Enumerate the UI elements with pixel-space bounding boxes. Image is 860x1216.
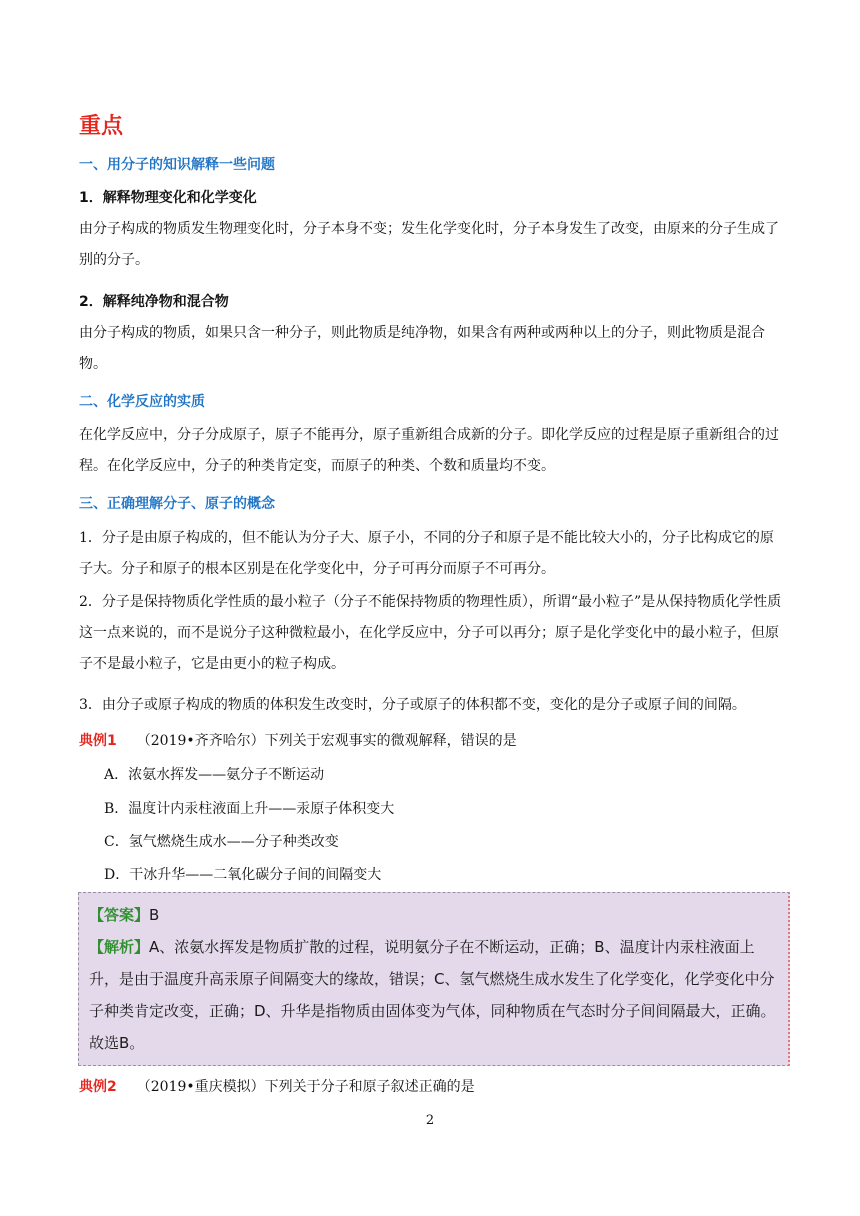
- example1-option-b: B．温度计内汞柱液面上升——汞原子体积变大: [104, 801, 395, 817]
- analysis-tag: 【解析】: [89, 938, 150, 956]
- example1-question: （2019•齐齐哈尔）下列关于宏观事实的微观解释，错误的是: [136, 733, 517, 749]
- example1-option-a: A．浓氨水挥发——氨分子不断运动: [104, 767, 325, 783]
- answer-tag: 【答案】: [89, 906, 150, 924]
- section3-title: 三、正确理解分子、原子的概念: [79, 496, 275, 512]
- example1-label: 典例1: [79, 733, 117, 749]
- section1-sub2-text: 由分子构成的物质，如果只含一种分子，则此物质是纯净物，如果含有两种或两种以上的分子，则此物质是混合物。: [79, 325, 765, 372]
- example1-option-d: D．干冰升华——二氧化碳分子间的间隔变大: [104, 867, 382, 883]
- example1-answer: B: [149, 906, 160, 924]
- section1-sub1-text: 由分子构成的物质发生物理变化时，分子本身不变；发生化学变化时，分子本身发生了改变，由原来的分子生成了别的分子。: [79, 221, 779, 268]
- example2-label: 典例2: [79, 1079, 117, 1095]
- section2-title: 二、化学反应的实质: [79, 394, 205, 410]
- page-number: 2: [425, 1113, 435, 1128]
- example1-answer-line: [89, 899, 780, 931]
- section1-sub2-title: 2．解释纯净物和混合物: [79, 294, 229, 310]
- example2-question: （2019•重庆模拟）下列关于分子和原子叙述正确的是: [136, 1079, 475, 1095]
- section2-text: 在化学反应中，分子分成原子，原子不能再分，原子重新组合成新的分子。即化学反应的过程是原子重新组合的过程。在化学反应中，分子的种类肯定变，而原子的种类、个数和质量均不变。: [79, 427, 779, 474]
- example2-question-line: [79, 1077, 475, 1097]
- section3-point2: 2．分子是保持物质化学性质的最小粒子（分子不能保持物质的物理性质），所谓“最小粒子”是从保持物质化学性质这一点来说的，而不是说分子这种微粒最小，在化学反应中，分子可以再分；原子是化学变化中的最小粒子，但原子不是最小粒子，它是由更小的粒子构成。: [79, 594, 782, 672]
- example1-analysis-text: A、浓氨水挥发是物质扩散的过程，说明氨分子在不断运动，正确；B、温度计内汞柱液面上升，是由于温度升高汞原子间隔变大的缘故，错误；C、氢气燃烧生成水发生了化学变化，化学变化中分子种类肯定改变，正确；D、升华是指物质由固体变为气体，同种物质在气态时分子间间隔最大，正确。故选B。: [89, 938, 776, 1052]
- example1-analysis: [89, 931, 780, 1059]
- section1-title: 一、用分子的知识解释一些问题: [79, 157, 275, 173]
- example1-option-c: C．氢气燃烧生成水——分子种类改变: [104, 834, 339, 850]
- main-heading: 重点: [79, 114, 124, 139]
- section3-point3: 3．由分子或原子构成的物质的体积发生改变时，分子或原子的体积都不变，变化的是分子或原子间的间隔。: [79, 697, 746, 713]
- section3-point1: 1．分子是由原子构成的，但不能认为分子大、原子小，不同的分子和原子是不能比较大小的，分子比构成它的原子大。分子和原子的根本区别是在化学变化中，分子可再分而原子不可再分。: [79, 530, 774, 577]
- example1-answer-content: [89, 899, 780, 1059]
- section1-sub1-title: 1．解释物理变化和化学变化: [79, 190, 257, 206]
- example1-answer-box: [78, 892, 790, 1066]
- example1-question-line: [79, 731, 517, 751]
